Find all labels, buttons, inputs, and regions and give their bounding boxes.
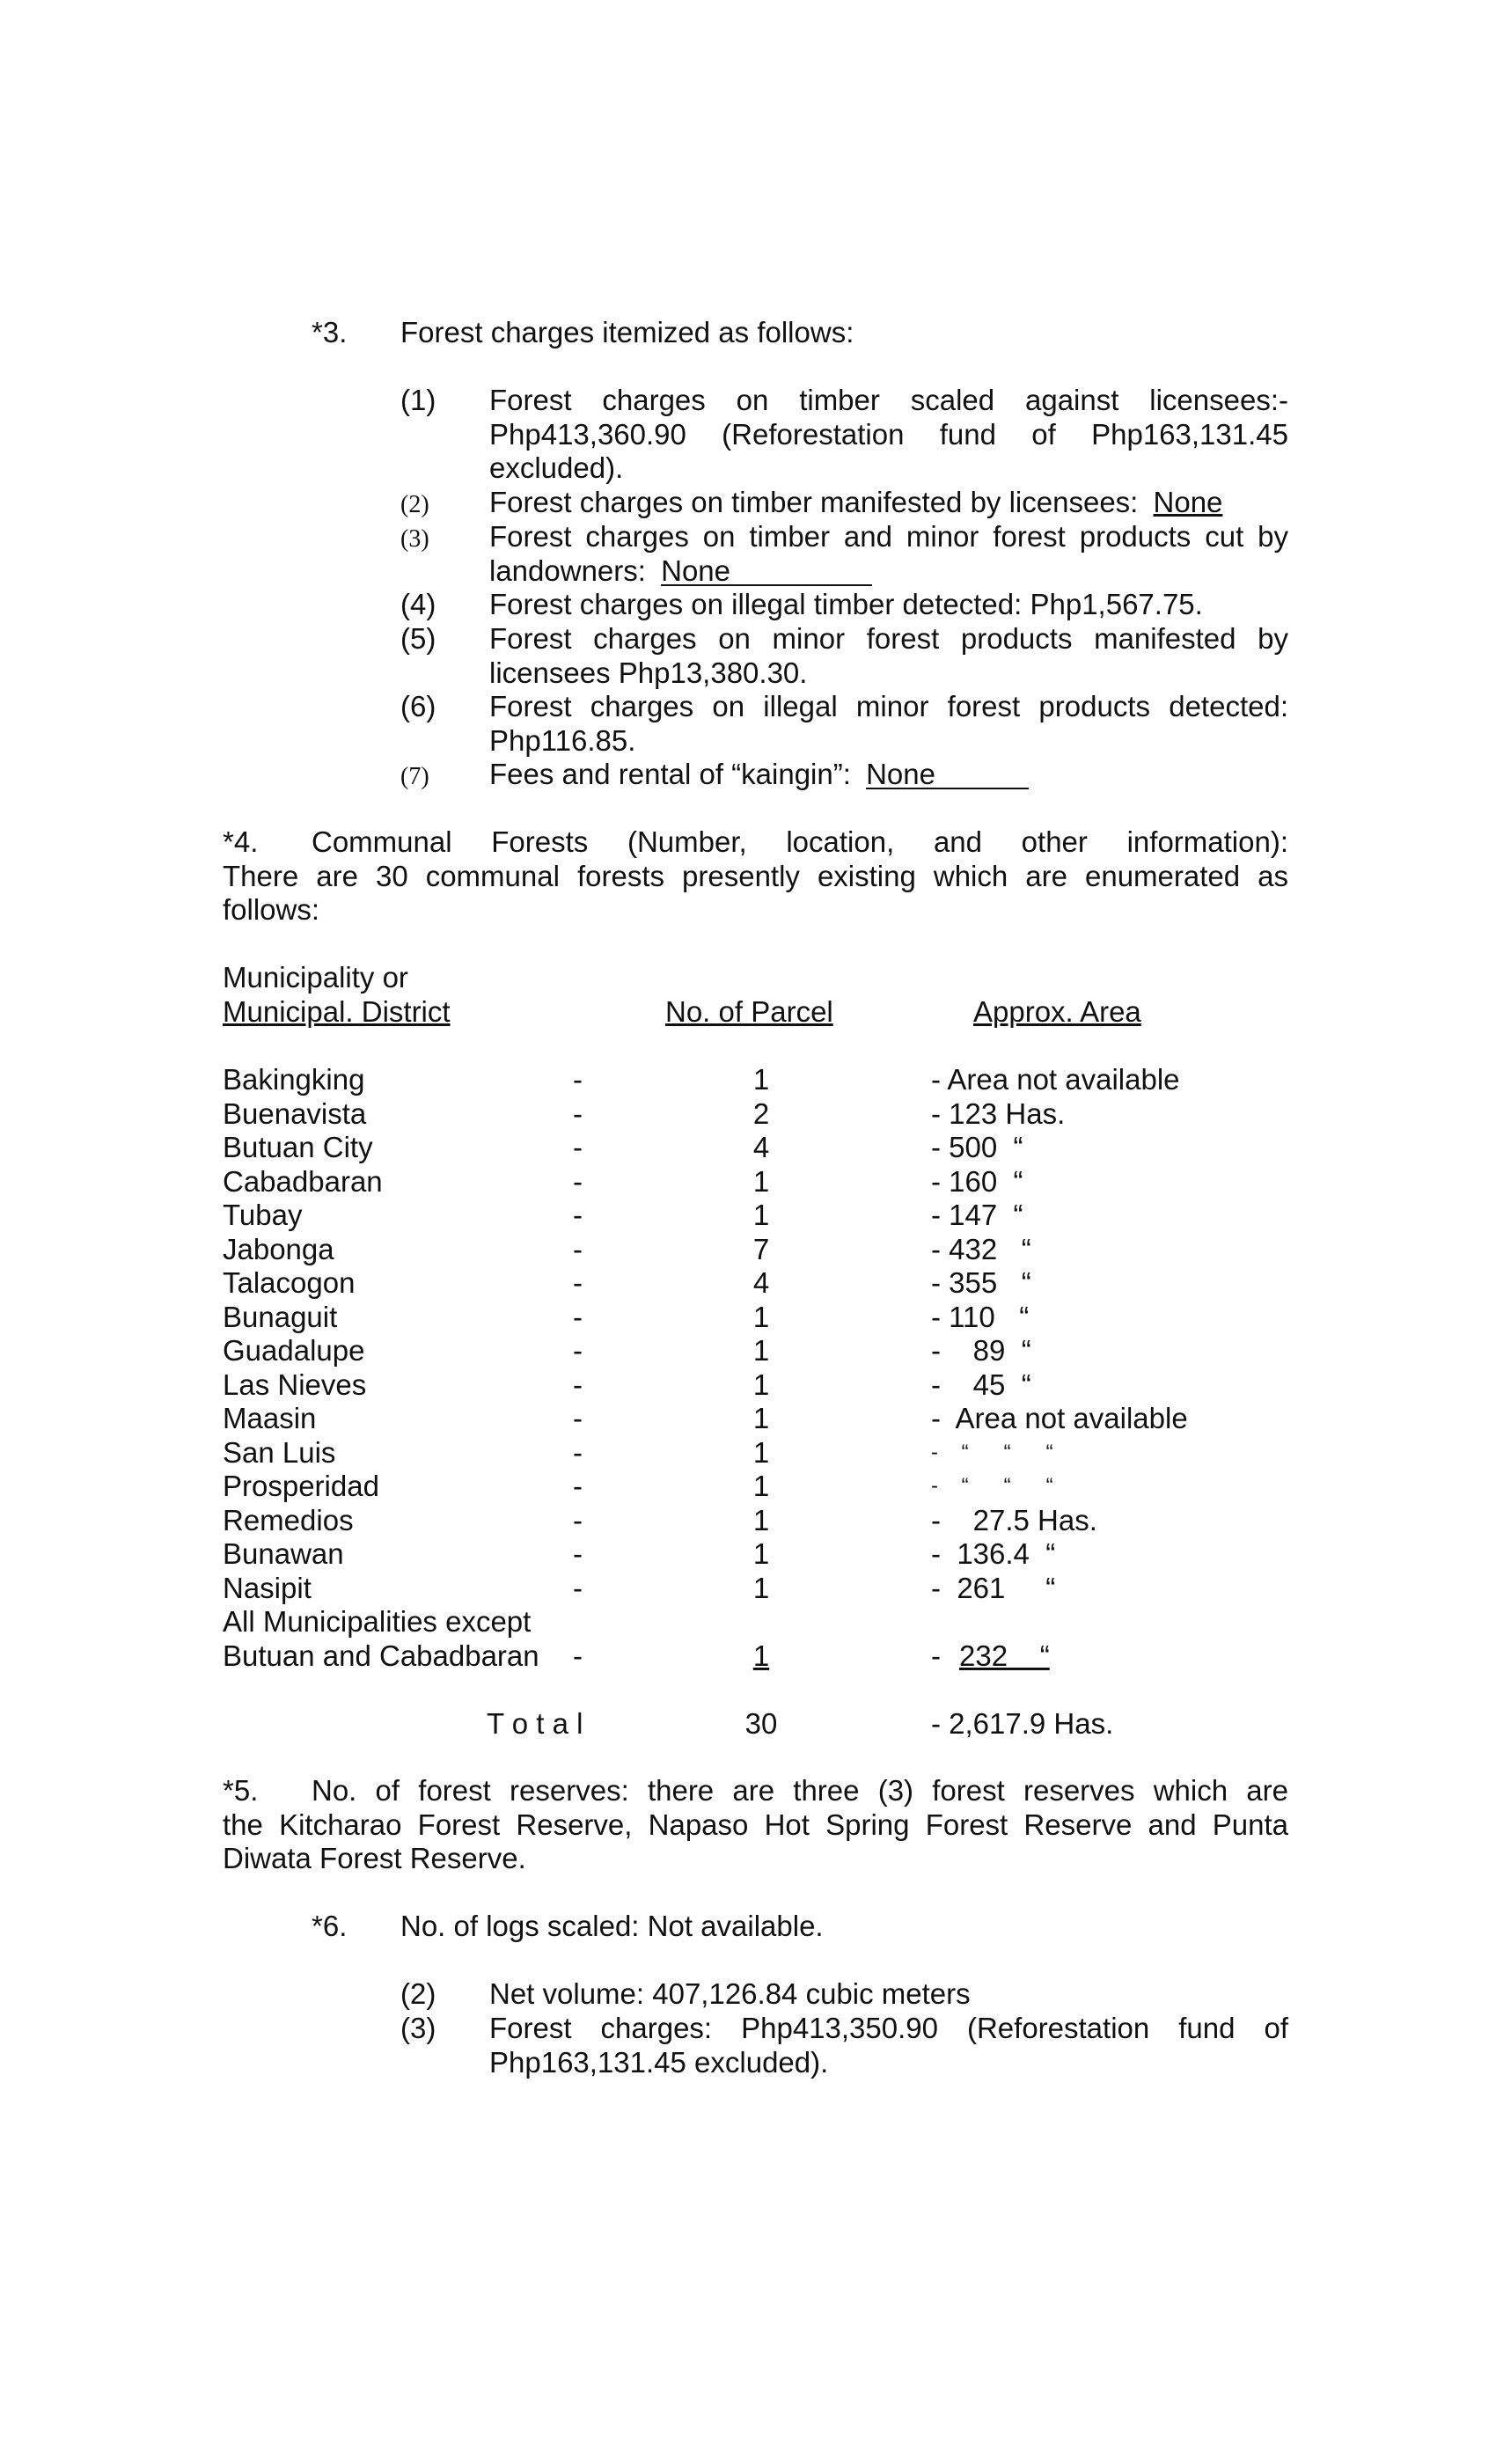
header-municipality: Municipal. District	[223, 995, 451, 1028]
forest-charges-item	[489, 2012, 1288, 2079]
municipality-name: Maasin	[223, 1402, 317, 1434]
item-number: (6)	[400, 690, 436, 722]
item-number: (2)	[400, 491, 429, 518]
section-4-marker: *4.	[223, 825, 259, 858]
table-row	[0, 1199, 1496, 1233]
table-row-last	[0, 1605, 1496, 1639]
header-parcel: No. of Parcel	[665, 995, 833, 1028]
row-dash: -	[573, 1096, 583, 1130]
parcel-count: 1	[752, 1402, 770, 1434]
item-value: None	[1153, 486, 1223, 518]
parcel-count: 4	[752, 1131, 770, 1163]
row-dash: -	[573, 1131, 583, 1163]
item-text: Forest charges on timber manifested by licensees:	[489, 486, 1139, 518]
table-row	[0, 1402, 1496, 1436]
item-value: None	[661, 558, 872, 586]
charge-item-5	[489, 622, 1288, 690]
parcel-count: 1	[752, 1537, 770, 1570]
parcel-count: 1	[752, 1503, 770, 1536]
row-dash: -	[573, 1537, 583, 1570]
total-parcels: 30	[744, 1706, 778, 1740]
municipality-name: Bunawan	[223, 1537, 344, 1570]
section-5-first-line	[223, 1774, 1288, 1808]
item-text: landowners:	[489, 554, 646, 587]
parcel-count: 7	[752, 1232, 770, 1265]
item-line: Forest charges on illegal minor forest products detected:	[489, 690, 1288, 722]
section-4-paragraph	[223, 825, 1288, 928]
section-4-first-line	[223, 825, 1288, 860]
table-row	[0, 1301, 1496, 1335]
section-3-heading: Forest charges itemized as follows:	[400, 316, 854, 348]
section-6-heading: No. of logs scaled: Not available.	[400, 1910, 824, 1942]
parcel-count: 1	[752, 1334, 770, 1367]
parcel-count: 1	[752, 1435, 770, 1469]
municipality-name-line2: Butuan and Cabadbaran	[223, 1639, 539, 1672]
approx-area: - 27.5 Has.	[931, 1503, 1097, 1536]
net-volume-item: Net volume: 407,126.84 cubic meters	[489, 1977, 971, 2010]
paragraph-line: Communal Forests (Number, location, and other information):	[312, 825, 1288, 858]
municipality-name: Remedios	[223, 1503, 354, 1536]
paragraph-line: Diwata Forest Reserve.	[223, 1842, 526, 1874]
row-dash: -	[573, 1063, 583, 1096]
approx-area: - 136.4 “	[931, 1537, 1056, 1570]
approx-area: - 110 “	[931, 1300, 1030, 1333]
approx-area: 232 “	[959, 1639, 1050, 1672]
table-row-last-line2	[0, 1639, 1496, 1674]
municipality-name: Nasipit	[223, 1571, 312, 1604]
item-value: None	[866, 761, 1029, 789]
row-dash: -	[573, 1470, 583, 1502]
item-line: Forest charges on timber scaled against licensees:-	[489, 384, 1288, 416]
parcel-count: 2	[752, 1096, 770, 1130]
header-area: Approx. Area	[973, 995, 1141, 1028]
table-row	[0, 1572, 1496, 1606]
municipality-name: San Luis	[223, 1435, 336, 1469]
parcel-count: 1	[752, 1300, 770, 1333]
municipality-name: Butuan City	[223, 1131, 373, 1163]
item-number: (7)	[400, 763, 429, 790]
table-row	[0, 1266, 1496, 1301]
table-row	[0, 1368, 1496, 1403]
charge-item-1	[489, 384, 1288, 486]
item-line: excluded).	[489, 451, 624, 484]
row-dash: -	[573, 1639, 583, 1672]
item-number: (2)	[400, 1977, 436, 2010]
municipality-name: Bunaguit	[223, 1300, 338, 1333]
table-row	[0, 1097, 1496, 1132]
municipality-name: Jabonga	[223, 1232, 334, 1265]
municipality-name: Las Nieves	[223, 1368, 367, 1401]
table-row	[0, 1537, 1496, 1572]
paragraph-line: There are 30 communal forests presently existing which are enumerated as	[223, 859, 1288, 892]
parcel-count: 1	[752, 1164, 770, 1198]
item-line: Php413,360.90 (Reforestation fund of Php163,131.45	[489, 417, 1288, 451]
header-municipality-line1: Municipality or	[223, 961, 408, 994]
row-dash: -	[573, 1266, 583, 1299]
section-5-paragraph	[223, 1774, 1288, 1876]
table-total-row	[0, 1707, 1496, 1742]
parcel-count: 1	[752, 1199, 770, 1231]
municipality-name: Prosperidad	[223, 1470, 379, 1502]
row-dash: -	[573, 1232, 583, 1265]
total-area: - 2,617.9 Has.	[931, 1706, 1114, 1740]
paragraph-line: follows:	[223, 893, 320, 926]
approx-area: - Area not available	[931, 1402, 1188, 1434]
approx-area-dash: -	[931, 1639, 941, 1672]
table-row	[0, 1131, 1496, 1165]
parcel-count: 1	[752, 1571, 770, 1604]
parcel-count: 1	[752, 1639, 770, 1672]
row-dash: -	[573, 1368, 583, 1401]
approx-area: - 45 “	[931, 1368, 1031, 1401]
item-text: Fees and rental of “kaingin”:	[489, 758, 851, 790]
table-row	[0, 1436, 1496, 1470]
municipality-name: Guadalupe	[223, 1334, 365, 1367]
row-dash: -	[573, 1334, 583, 1367]
municipality-name: Tubay	[223, 1199, 303, 1231]
item-line: Php163,131.45 excluded).	[489, 2045, 829, 2079]
item-line-with-value	[489, 554, 1288, 589]
charge-item-7	[489, 758, 1029, 792]
paragraph-line: No. of forest reserves: there are three (3) forest reserves which are	[312, 1774, 1288, 1807]
row-dash: -	[573, 1503, 583, 1536]
approx-area: - 432 “	[931, 1232, 1031, 1265]
approx-area: - “ “ “	[931, 1440, 1053, 1464]
row-dash: -	[573, 1300, 583, 1333]
parcel-count: 4	[752, 1266, 770, 1299]
municipality-name: Talacogon	[223, 1266, 356, 1299]
table-row	[0, 1165, 1496, 1199]
parcel-count: 1	[752, 1063, 770, 1096]
row-dash: -	[573, 1571, 583, 1604]
table-row	[0, 1504, 1496, 1538]
approx-area: - “ “ “	[931, 1474, 1053, 1498]
item-number: (3)	[400, 525, 429, 553]
charge-item-3	[489, 520, 1288, 588]
table-row	[0, 1470, 1496, 1504]
parcel-count: 1	[752, 1470, 770, 1502]
table-row	[0, 1063, 1496, 1097]
approx-area: - 261 “	[931, 1571, 1056, 1604]
row-dash: -	[573, 1435, 583, 1469]
municipality-name: Bakingking	[223, 1063, 365, 1096]
section-5-marker: *5.	[223, 1774, 259, 1807]
municipality-name: Cabadbaran	[223, 1164, 383, 1198]
charge-item-2	[489, 486, 1222, 520]
item-number: (5)	[400, 622, 436, 655]
item-line: Php116.85.	[489, 723, 636, 757]
item-number: (3)	[400, 2012, 436, 2044]
item-line: licensees Php13,380.30.	[489, 656, 808, 689]
item-number: (1)	[400, 384, 436, 416]
paragraph-line: the Kitcharao Forest Reserve, Napaso Hot Spring Forest Reserve and Punta	[223, 1808, 1288, 1841]
item-line: Forest charges on minor forest products manifested by	[489, 622, 1288, 655]
parcel-count: 1	[752, 1368, 770, 1401]
municipality-name-line1: All Municipalities except	[223, 1605, 532, 1638]
row-dash: -	[573, 1402, 583, 1434]
municipality-name: Buenavista	[223, 1096, 367, 1130]
charge-item-4: Forest charges on illegal timber detected: Php1,567.75.	[489, 588, 1203, 620]
row-dash: -	[573, 1199, 583, 1231]
approx-area: - 355 “	[931, 1266, 1031, 1299]
section-3-marker: *3.	[312, 316, 348, 348]
total-label: T o t a l	[487, 1706, 583, 1740]
approx-area: - 123 Has.	[931, 1096, 1066, 1130]
item-line: Forest charges on timber and minor forest products cut by	[489, 520, 1288, 553]
table-row	[0, 1334, 1496, 1368]
section-6-marker: *6.	[312, 1910, 348, 1942]
row-dash: -	[573, 1164, 583, 1198]
item-number: (4)	[400, 588, 436, 620]
item-line: Forest charges: Php413,350.90 (Reforestation fund of	[489, 2012, 1288, 2044]
table-row	[0, 1233, 1496, 1267]
approx-area: - 160 “	[931, 1164, 1023, 1198]
approx-area: - Area not available	[931, 1063, 1180, 1096]
approx-area: - 147 “	[931, 1199, 1023, 1231]
approx-area: - 89 “	[931, 1334, 1031, 1367]
approx-area: - 500 “	[931, 1131, 1023, 1163]
charge-item-6	[489, 690, 1288, 758]
